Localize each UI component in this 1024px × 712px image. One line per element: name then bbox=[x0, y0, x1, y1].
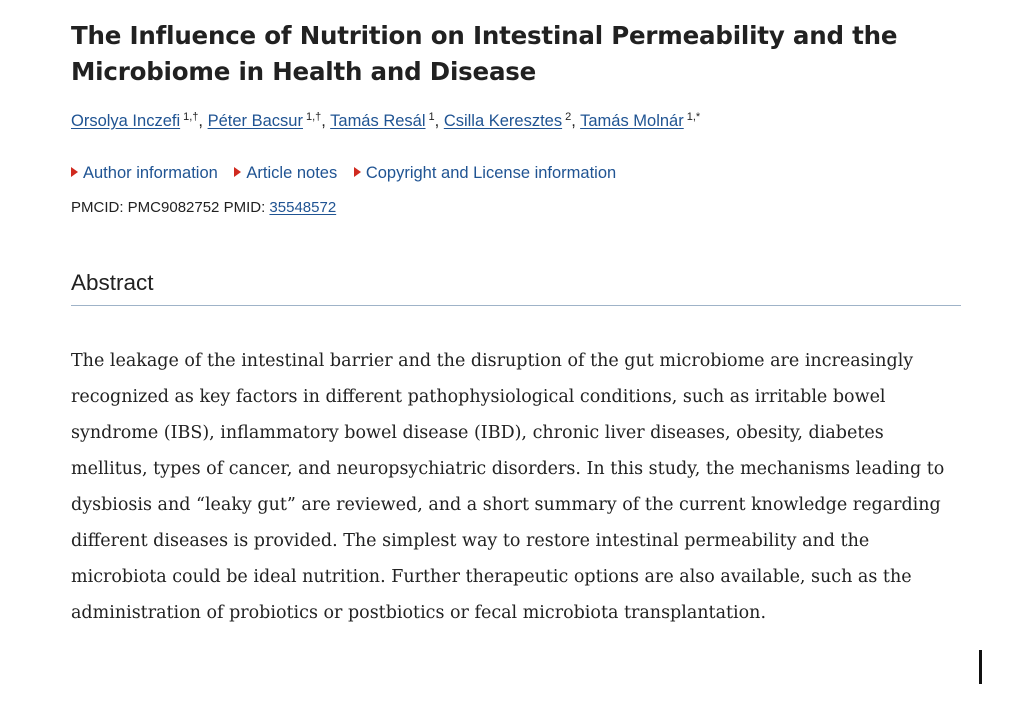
pmid-link[interactable]: 35548572 bbox=[269, 199, 337, 216]
triangle-right-icon bbox=[234, 167, 241, 177]
author-list bbox=[71, 106, 961, 132]
author-affiliation-sup: 1,* bbox=[686, 111, 701, 123]
author-information-toggle[interactable] bbox=[71, 164, 218, 182]
author-separator: , bbox=[434, 112, 444, 130]
author-link-inczefi[interactable]: Orsolya Inczefi bbox=[71, 112, 181, 130]
author-affiliation-sup: 1 bbox=[428, 111, 435, 123]
author-information-label: Author information bbox=[83, 164, 218, 182]
article-notes-toggle[interactable] bbox=[234, 164, 337, 182]
copyright-license-toggle[interactable] bbox=[354, 164, 616, 182]
pmid-label: PMID: bbox=[223, 199, 266, 216]
pmcid-label: PMCID: bbox=[71, 199, 124, 216]
article-identifiers bbox=[71, 198, 961, 218]
author-link-molnar[interactable]: Tamás Molnár bbox=[580, 112, 684, 130]
author-link-bacsur[interactable]: Péter Bacsur bbox=[207, 112, 303, 130]
pmcid-value: PMC9082752 bbox=[127, 199, 220, 216]
author-affiliation-sup: 1,† bbox=[183, 111, 199, 123]
author-link-resal[interactable]: Tamás Resál bbox=[330, 112, 426, 130]
article-notes-label: Article notes bbox=[246, 164, 338, 182]
author-affiliation-sup: 1,† bbox=[305, 111, 322, 123]
text-cursor-icon bbox=[979, 650, 982, 684]
author-separator: , bbox=[571, 112, 581, 130]
abstract-heading: Abstract bbox=[71, 268, 961, 306]
abstract-text: The leakage of the intestinal barrier and the disruption of the gut microbiome are increasingly recognized as key factors in different pathophysiological conditions, such as irritable bowel syndrome (IBS), inflammatory bowel disease (IBD), chronic liver diseases, obesity, diabetes mellitus, types of cancer, and neuropsychiatric disorders. In this study, the mechanisms leading to dysbiosis and “leaky gut” are reviewed, and a short summary of the current knowledge regarding different diseases is provided. The simplest way to restore intestinal permeability and the microbiota could be ideal nutrition. Further therapeutic options are also available, such as the administration of probiotics or postbiotics or fecal microbiota transplantation. bbox=[71, 351, 945, 623]
author-link-keresztes[interactable]: Csilla Keresztes bbox=[443, 112, 563, 130]
triangle-right-icon bbox=[354, 167, 361, 177]
article-page bbox=[71, 18, 961, 649]
copyright-license-label: Copyright and License information bbox=[365, 164, 617, 182]
author-separator: , bbox=[198, 112, 208, 130]
article-notes-bar bbox=[71, 162, 961, 184]
author-separator: , bbox=[321, 112, 331, 130]
author-affiliation-sup: 2 bbox=[565, 111, 572, 123]
article-title: The Influence of Nutrition on Intestinal Permeability and the Microbiome in Health and Disease bbox=[71, 21, 898, 86]
triangle-right-icon bbox=[71, 167, 78, 177]
